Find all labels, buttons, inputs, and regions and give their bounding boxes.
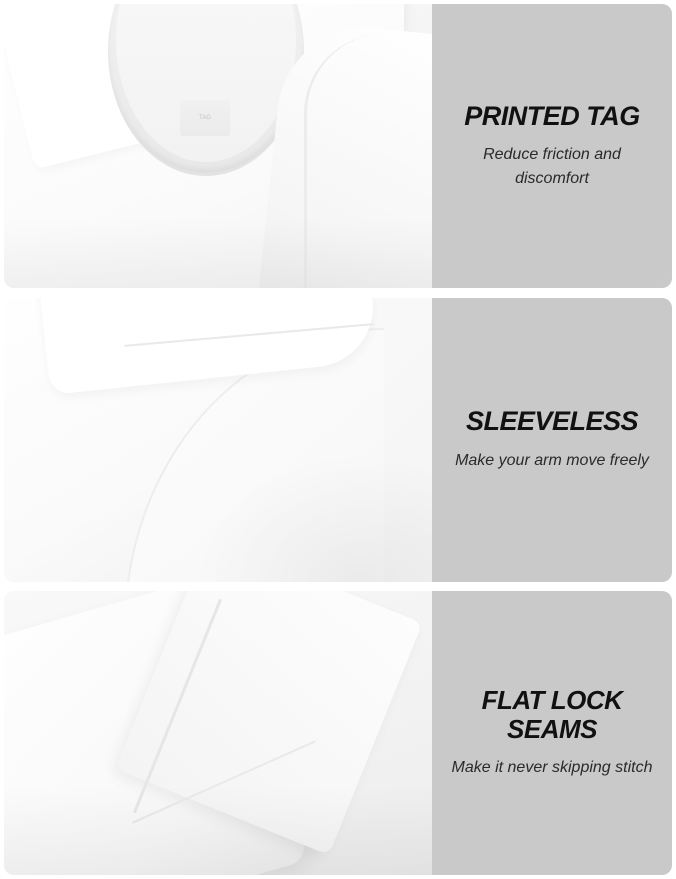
caption-title: SLEEVELESS — [465, 406, 639, 437]
caption-subtitle: Make your arm move freely — [455, 451, 649, 469]
caption-subtitle: Reduce friction and discomfort — [483, 146, 621, 188]
printed-tag-mark: TAG — [180, 100, 230, 136]
product-photo-flat-lock-seams — [4, 591, 432, 875]
product-photo-printed-tag — [4, 4, 432, 288]
feature-panel-printed-tag — [4, 4, 672, 288]
photo-shadow — [192, 452, 432, 582]
caption-subtitle: Make it never skipping stitch — [451, 759, 653, 777]
caption-printed-tag — [432, 4, 672, 288]
feature-panel-sleeveless — [4, 298, 672, 582]
photo-shadow — [4, 785, 432, 875]
feature-panel-flat-lock-seams — [4, 591, 672, 875]
caption-flat-lock-seams — [432, 591, 672, 875]
photo-shadow — [4, 218, 432, 288]
caption-title: PRINTED TAG — [464, 100, 640, 131]
caption-sleeveless — [432, 298, 672, 582]
product-photo-sleeveless — [4, 298, 432, 582]
caption-title: FLAT LOCK SEAMS — [481, 684, 623, 744]
